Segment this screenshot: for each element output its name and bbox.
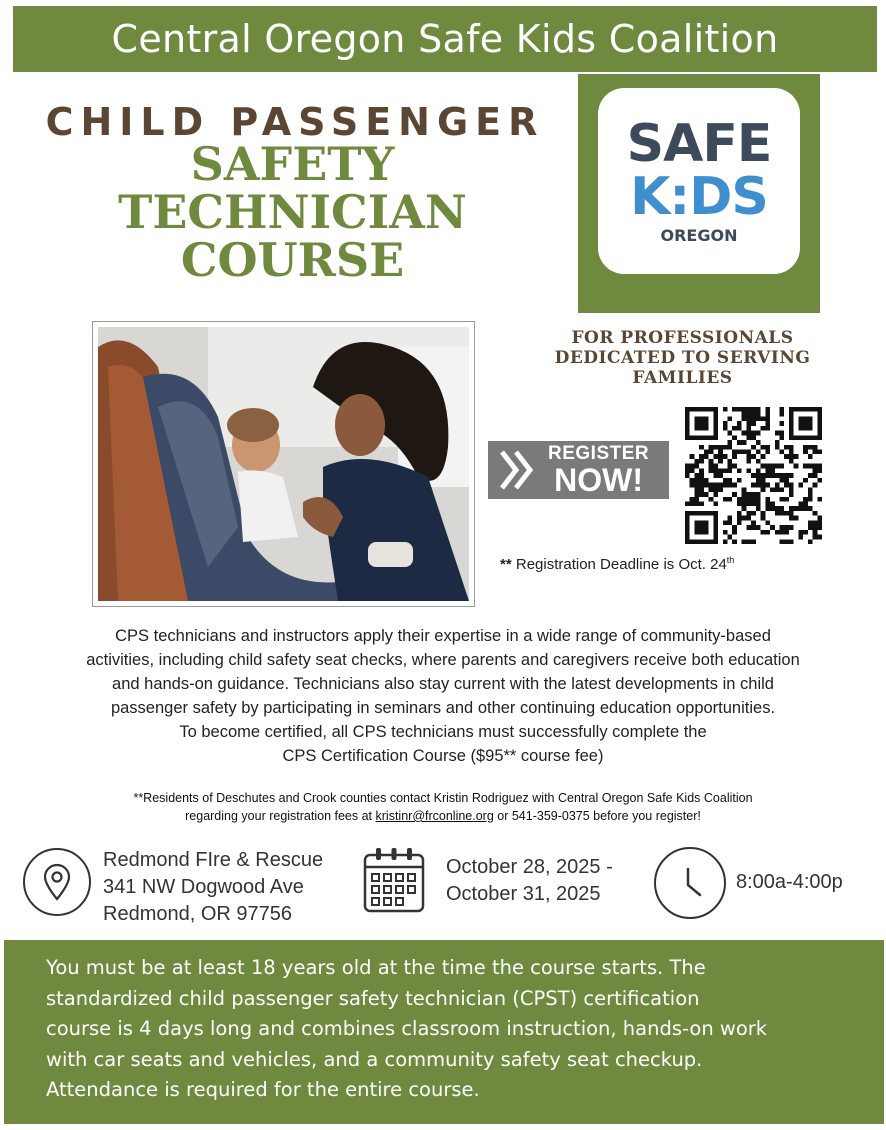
logo-oregon-text: OREGON [660, 225, 738, 245]
description-line: To become certified, all CPS technicians must successfully complete the [179, 723, 707, 741]
course-dates [446, 854, 613, 908]
requirements-line: course is 4 days long and combines classroom instruction, hands-on work [46, 1017, 768, 1040]
qr-modules [685, 407, 822, 544]
event-details [0, 845, 886, 930]
register-label: REGISTER [548, 443, 650, 464]
top-banner [13, 6, 877, 72]
residents-note [30, 789, 856, 825]
deadline-prefix: ** [500, 556, 512, 573]
deadline-text: Registration Deadline is Oct. 24 [511, 556, 727, 573]
audience-line: FOR PROFESSIONALS [571, 328, 794, 348]
description-line: and hands-on guidance. Technicians also stay current with the latest developments in child [112, 675, 774, 693]
residents-line2-pre: regarding your registration fees at [185, 809, 376, 823]
course-time: 8:00a-4:00p [736, 871, 843, 893]
clock-icon [654, 847, 726, 919]
course-title-line1: CHILD PASSENGER [45, 100, 545, 144]
requirements-banner [4, 940, 884, 1124]
registration-deadline [500, 555, 734, 573]
start-date: October 28, 2025 - [446, 856, 613, 878]
description-line: CPS technicians and instructors apply their expertise in a wide range of community-based [115, 627, 771, 645]
audience-line: FAMILIES [632, 368, 733, 388]
residents-line2-post: or 541-359-0375 before you register! [493, 809, 701, 823]
location-street: 341 NW Dogwood Ave [103, 876, 304, 898]
end-date: October 31, 2025 [446, 883, 601, 905]
audience-line: DEDICATED TO SERVING [554, 348, 811, 368]
requirements-line: standardized child passenger safety technician (CPST) certification [46, 986, 700, 1010]
course-title-line3: TECHNICIAN [118, 185, 467, 239]
location-pin-icon [23, 848, 91, 916]
logo-panel [578, 74, 820, 313]
requirements-line: with car seats and vehicles, and a community safety seat checkup. [46, 1047, 703, 1071]
audience-tagline [540, 328, 825, 388]
calendar-icon [362, 845, 426, 915]
logo-kids-text: K:DS [630, 166, 768, 227]
coalition-title: Central Oregon Safe Kids Coalition [111, 17, 779, 61]
photo-frame [92, 321, 475, 607]
register-now-button[interactable] [488, 441, 669, 499]
double-chevron-right-icon [488, 448, 548, 492]
description-line: passenger safety by participating in seminars and other continuing education opportunities. [110, 699, 776, 717]
contact-email-link[interactable]: kristinr@frconline.org [375, 809, 494, 823]
mother-child-car-seat-photo [98, 327, 469, 601]
course-title-line2: SAFETY [190, 137, 395, 191]
registration-qr-code[interactable] [685, 407, 822, 544]
location-name: Redmond FIre & Rescue [103, 849, 324, 871]
requirements-line: You must be at least 18 years old at the time the course starts. The [46, 956, 706, 979]
description-line: activities, including child safety seat checks, where parents and caregivers receive both education [86, 651, 800, 669]
safe-kids-logo [598, 88, 800, 274]
description-line: CPS Certification Course ($95** course fee) [282, 747, 604, 765]
course-description [20, 624, 866, 768]
course-title-line4: COURSE [180, 233, 405, 287]
location-city: Redmond, OR 97756 [103, 903, 293, 925]
register-now-label: NOW! [554, 462, 643, 498]
course-title [60, 137, 525, 287]
residents-line1: **Residents of Deschutes and Crook counties contact Kristin Rodriguez with Central Oregon Safe Kids Coalition [133, 791, 753, 805]
deadline-suffix: th [726, 555, 735, 565]
logo-safe-text: SAFE [626, 113, 772, 174]
requirements-line: Attendance is required for the entire course. [46, 1078, 480, 1101]
location-address [103, 847, 323, 928]
